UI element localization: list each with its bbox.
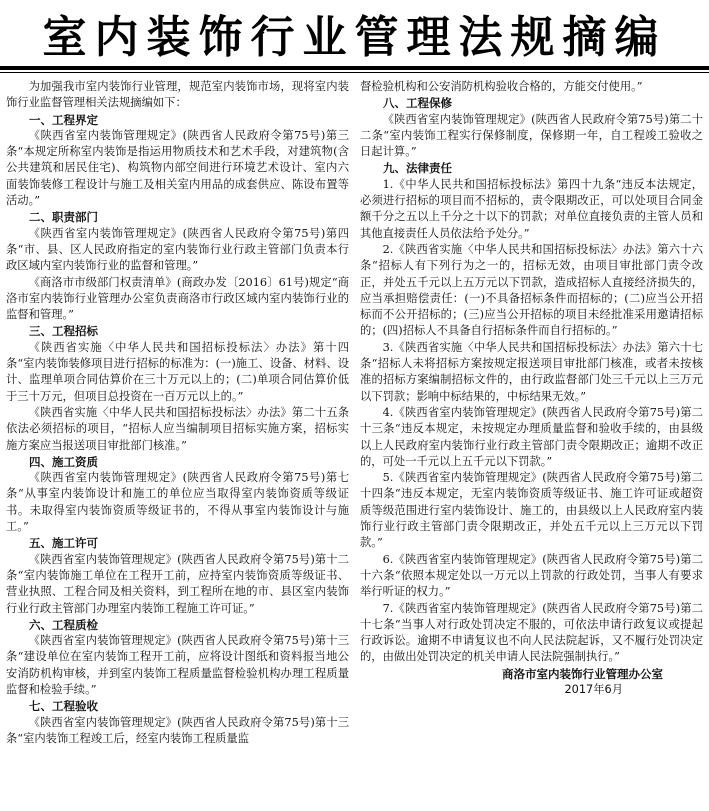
- section-heading: 一、工程界定: [29, 112, 98, 127]
- section-paragraph: 《商洛市市级部门权责清单》(商政办发〔2016〕61号)规定“商洛市室内装饰行业管理办公室负责商洛市行政区域内室内装饰行业的监督和管理。”: [6, 275, 349, 322]
- section-paragraph: 《陕西省室内装饰管理规定》(陕西省人民政府令第75号)第十三条“建设单位在室内装饰工程开工前，应将设计图纸和资料报当地公安消防机构审核，并到室内装饰工程质量监督检验机构办理工程质量监督和检验手续。”: [6, 634, 349, 696]
- section-heading: 九、法律责任: [383, 161, 452, 176]
- page: [0, 4, 709, 811]
- right-column: [360, 79, 703, 809]
- signature-organization: 商洛市室内装饰行业管理办公室: [502, 666, 663, 681]
- signature-date: 2017年6月: [564, 682, 623, 696]
- section-paragraph: 《陕西省实施〈中华人民共和国招标投标法〉办法》第十四条“室内装饰装修项目进行招标的标准为：(一)施工、设备、材料、设计、监理单项合同估算价在三十万元以上的；(二)单项合同估算价低于三十万元，但项目总投资在一百万元以上的。”: [6, 340, 349, 403]
- section-paragraph: 《陕西省室内装饰管理规定》(陕西省人民政府令第75号)第二十二条“室内装饰工程实行保修制度，保修期一年，自工程竣工验收之日起计算。”: [360, 112, 703, 159]
- section-heading: 八、工程保修: [383, 96, 452, 111]
- section-paragraph-continued: 督检验机构和公安消防机构验收合格的，方能交付使用。”: [360, 80, 643, 93]
- section-heading: 七、工程验收: [29, 699, 98, 714]
- section-paragraph: 《陕西省室内装饰管理规定》(陕西省人民政府令第75号)第十二条“室内装饰施工单位在工程开工前，应持室内装饰资质等级证书、营业执照、工程合同及相关资料，到工程所在地的市、县区室内装饰行业行政主管部门办理室内装饰工程施工许可证。”: [6, 552, 349, 615]
- section-paragraph: 4.《陕西省室内装饰管理规定》(陕西省人民政府令第75号)第二十三条“违反本规定，未按规定办理质量监督和验收手续的，由县级以上人民政府室内装饰行业行政主管部门责令限期改正；逾期不改正的，可处一千元以上五千元以下罚款。”: [360, 405, 703, 468]
- section-heading: 五、施工许可: [29, 536, 98, 551]
- section-paragraph: 《陕西省室内装饰管理规定》(陕西省人民政府令第75号)第十三条“室内装饰工程竣工后，经室内装饰工程质量监: [6, 715, 349, 745]
- section-paragraph: 《陕西省实施〈中华人民共和国招标投标法〉办法》第二十五条依法必须招标的项目，“招标人应当编制项目招标实施方案，招标实施方案应当报送项目审批部门核准。”: [6, 405, 349, 452]
- section-paragraph: 《陕西省室内装饰管理规定》(陕西省人民政府令第75号)第七条“从事室内装饰设计和施工的单位应当取得室内装饰资质等级证书。未取得室内装饰资质等级证书的，不得从事室内装饰设计与施工。”: [6, 471, 349, 534]
- intro-paragraph: 为加强我市室内装饰行业管理，规范室内装饰市场，现将室内装饰行业监督管理相关法规摘编如下：: [6, 80, 349, 110]
- section-paragraph: 3.《陕西省实施〈中华人民共和国招标投标法〉办法》第六十七条“招标人未将招标方案按规定报送项目审批部门核准，或者未按核准的招标方案编制招标文件的，由行政监督部门处三千元以上三万元以下罚款；影响中标结果的，中标结果无效。”: [360, 340, 703, 403]
- section-paragraph: 5.《陕西省室内装饰管理规定》(陕西省人民政府令第75号)第二十四条“违反本规定，无室内装饰资质等级证书、施工许可证或超资质等级范围进行室内装饰设计、施工的，由县级以上人民政府室内装饰行业行政主管部门责令限期改正，并处五千元以上三万元以下罚款。”: [360, 471, 703, 550]
- page-title: 室内装饰行业管理法规摘编: [42, 12, 667, 63]
- section-paragraph: 6.《陕西省室内装饰管理规定》(陕西省人民政府令第75号)第二十六条“依照本规定处以一万元以上罚款的行政处罚，当事人有要求举行听证的权力。”: [360, 552, 703, 599]
- section-paragraph: 2.《陕西省实施〈中华人民共和国招标投标法〉办法》第六十六条“招标人有下列行为之一的，招标无效，由项目审批部门责令改正，并处五千元以上五万元以下罚款，造成招标人直接经济损失的，应当承担赔偿责任：(一)不具备招标条件而招标的；(二)应当公开招标而不公开招标的；(三)应当公开招标的项目未经批准采用邀请招标的；(四)招标人不具备自行招标条件而自行招标的。”: [360, 242, 703, 338]
- left-column: [6, 79, 349, 809]
- title-rule-thick: [0, 66, 709, 70]
- section-heading: 三、工程招标: [29, 324, 98, 339]
- section-paragraph: 《陕西省室内装饰管理规定》(陕西省人民政府令第75号)第四条“市、县、区人民政府指定的室内装饰行业行政主管部门负责本行政区域内室内装饰行业的监督和管理。”: [6, 226, 349, 273]
- section-heading: 四、施工资质: [29, 454, 98, 469]
- section-heading: 二、职责部门: [29, 210, 98, 225]
- section-paragraph: 《陕西省室内装饰管理规定》(陕西省人民政府令第75号)第三条“本规定所称室内装饰是指运用物质技术和艺术手段，对建筑物(含公共建筑和居民住宅)、构筑物内部空间进行环境艺术设计、室内六面装饰装修工程设计与施工及相关室内用品的成套供应、陈设布置等活动。”: [6, 128, 349, 208]
- section-paragraph: 7.《陕西省室内装饰管理规定》(陕西省人民政府令第75号)第二十七条“当事人对行政处罚决定不服的，可依法申请行政复议或提起行政诉讼。逾期不申请复议也不向人民法院起诉，又不履行处罚决定的，由做出处罚决定的机关申请人民法院强制执行。”: [360, 601, 703, 664]
- article-body: [0, 73, 709, 809]
- section-paragraph: 1.《中华人民共和国招标投标法》第四十九条“违反本法规定，必须进行招标的项目而不招标的，责令限期改正，可以处项目合同金额千分之五以上千分之十以下的罚款；对单位直接负责的主管人员和其他直接责任人员依法给予处分。”: [360, 177, 703, 240]
- section-heading: 六、工程质检: [29, 617, 98, 632]
